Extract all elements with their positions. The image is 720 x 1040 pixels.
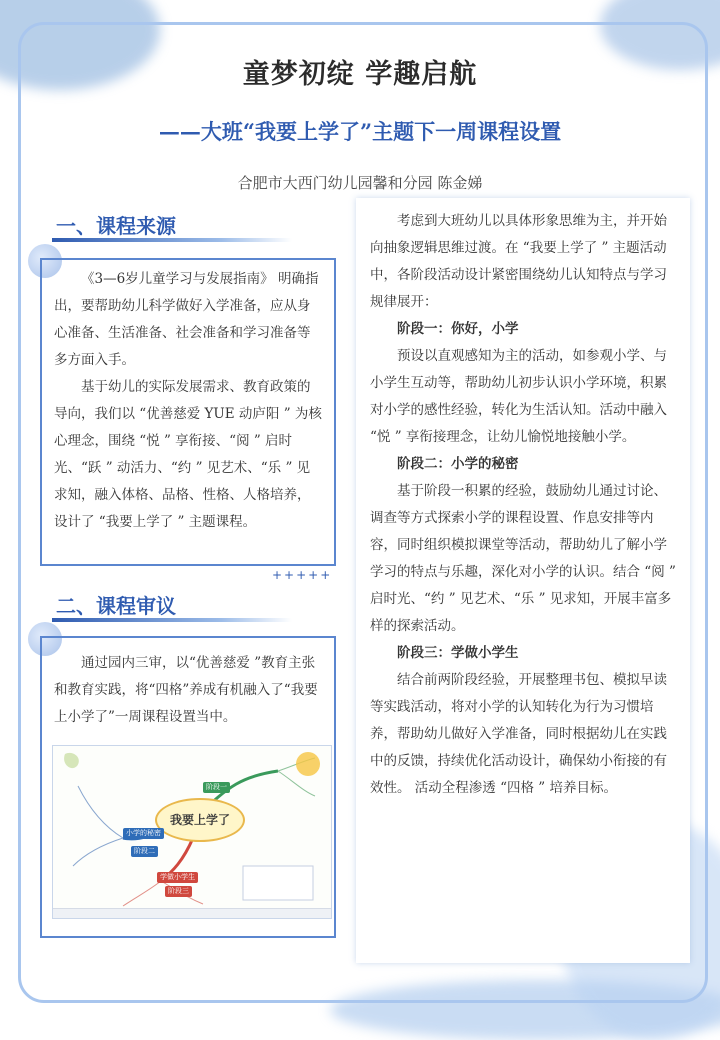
mindmap-branch-node: 小学的秘密: [123, 828, 164, 839]
body-paragraph: 考虑到大班幼儿以具体形象思维为主，并开始向抽象逻辑思维过渡。在 “我要上学了 ” 主题活动中，各阶段活动设计紧密围绕幼儿认知特点与学习规律展开：: [370, 213, 667, 310]
mindmap-toolbar: [53, 908, 331, 918]
stage-heading: 阶段一：你好，小学: [397, 321, 519, 337]
body-paragraph: 基于阶段一积累的经验，鼓励幼儿通过讨论、调查等方式探索小学的课程设置、作息安排等内容，同时组织模拟课堂等活动，帮助幼儿了解小学学习的特点与乐趣，深化对小学的认识。结合 “阅 ” 启时光、“约 ” 见艺术、“乐 ” 见求知，开展丰富多样的探索活动。: [370, 483, 676, 634]
section2-heading: 二、课程审议: [56, 594, 176, 618]
mindmap-branch-node: 阶段三: [165, 886, 192, 897]
section2-paragraph: 通过园内三审，以“优善慈爱 ”教育主张和教育实践，将“四格”养成有机融入了“我要上小学了”一周课程设置当中。: [54, 655, 318, 725]
mindmap-branch-node: 学做小学生: [157, 872, 198, 883]
stage-heading: 阶段二：小学的秘密: [397, 456, 519, 472]
stage-heading: 阶段三：学做小学生: [397, 645, 519, 661]
mindmap-center-node: 我要上学了: [155, 798, 245, 842]
section1-heading: 一、课程来源: [56, 214, 176, 238]
mindmap-branch-node: 阶段二: [131, 846, 158, 857]
body-paragraph: 预设以直观感知为主的活动，如参观小学、与小学生互动等，帮助幼儿初步认识小学环境，积累对小学的感性经验，转化为生活认知。活动中融入 “悦 ” 享衔接理念，让幼儿愉悦地接触小学。: [370, 348, 667, 445]
mindmap-branch-node: 阶段一: [203, 782, 230, 793]
section2-underline: [52, 618, 292, 622]
right-column-box: [356, 198, 690, 963]
body-paragraph: 结合前两阶段经验，开展整理书包、模拟早读等实践活动，将对小学的认知转化为行为习惯培养，帮助幼儿做好入学准备，同时根据幼儿在实践中的反馈，持续优化活动设计，确保幼小衔接的有效性。 活动全程渗透 “四格 ” 培养目标。: [370, 672, 667, 796]
section1-paragraph: 《3—6岁儿童学习与发展指南》 明确指出，要帮助幼儿科学做好入学准备，应从身心准备、生活准备、社会准备和学习准备等多方面入手。: [54, 271, 319, 368]
mindmap-image: [52, 745, 332, 919]
page-subtitle: ——大班“我要上学了”主题下一周课程设置: [158, 119, 562, 144]
section1-paragraph: 基于幼儿的实际发展需求、教育政策的导向，我们以 “优善慈爱 YUE 动庐阳 ” 为核心理念，围绕 “悦 ” 享衔接、“阅 ” 启时光、“跃 ” 动活力、“约 ” 见艺术、“乐 ” 见求知，融入体格、品格、性格、人格培养，设计了 “我要上学了 ” 主题课程。: [54, 379, 322, 530]
plus-decoration: +++++: [272, 568, 333, 582]
section1-box: [40, 258, 336, 566]
section1-underline: [52, 238, 292, 242]
page-title: 童梦初绽 学趣启航: [242, 59, 478, 90]
author-line: 合肥市大西门幼儿园馨和分园 陈金娣: [237, 174, 483, 192]
